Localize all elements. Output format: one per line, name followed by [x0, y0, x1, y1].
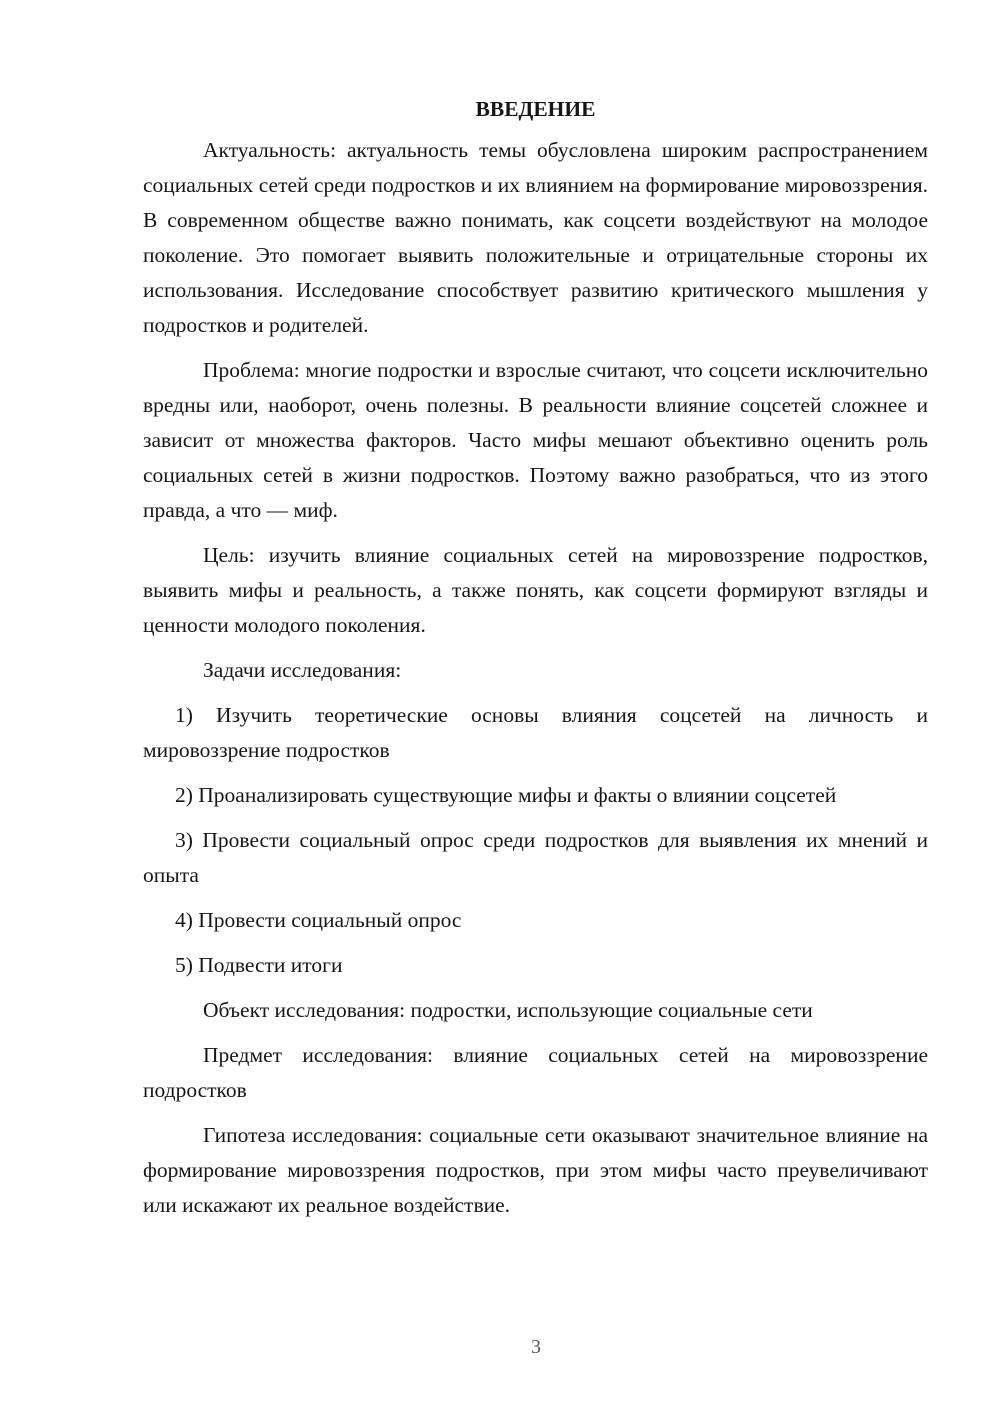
paragraph-subject: Предмет исследования: влияние социальных сетей на мировоззрение подростков	[143, 1043, 928, 1102]
page-number: 3	[531, 1336, 541, 1358]
paragraph-goal: Цель: изучить влияние социальных сетей на мировоззрение подростков, выявить мифы и реальность, а также понять, как соцсети формируют взгляды и ценности молодого поколения.	[143, 543, 928, 637]
tasks-heading: Задачи исследования:	[203, 658, 402, 682]
page-title: ВВЕДЕНИЕ	[475, 97, 596, 121]
task-item-4: 4) Провести социальный опрос	[175, 908, 462, 932]
paragraph-hypothesis: Гипотеза исследования: социальные сети оказывают значительное влияние на формирование мировоззрения подростков, при этом мифы часто преувеличивают или искажают их реальное воздействие.	[143, 1123, 928, 1217]
paragraph-object: Объект исследования: подростки, использующие социальные сети	[203, 998, 813, 1022]
page-content	[143, 92, 928, 1233]
task-item-3: 3) Провести социальный опрос среди подростков для выявления их мнений и опыта	[143, 828, 928, 887]
task-item-1: 1) Изучить теоретические основы влияния соцсетей на личность и мировоззрение подростков	[143, 703, 928, 762]
task-item-5: 5) Подвести итоги	[175, 953, 343, 977]
task-item-2: 2) Проанализировать существующие мифы и факты о влиянии соцсетей	[175, 783, 837, 807]
paragraph-problem: Проблема: многие подростки и взрослые считают, что соцсети исключительно вредны или, наоборот, очень полезны. В реальности влияние соцсетей сложнее и зависит от множества факторов. Часто мифы мешают объективно оценить роль социальных сетей в жизни подростков. Поэтому важно разобраться, что из этого правда, а что — миф.	[143, 358, 928, 522]
paragraph-relevance: Актуальность: актуальность темы обусловлена широким распространением социальных сетей среди подростков и их влиянием на формирование мировоззрения. В современном обществе важно понимать, как соцсети воздействуют на молодое поколение. Это помогает выявить положительные и отрицательные стороны их использования. Исследование способствует развитию критического мышления у подростков и родителей.	[143, 138, 928, 337]
